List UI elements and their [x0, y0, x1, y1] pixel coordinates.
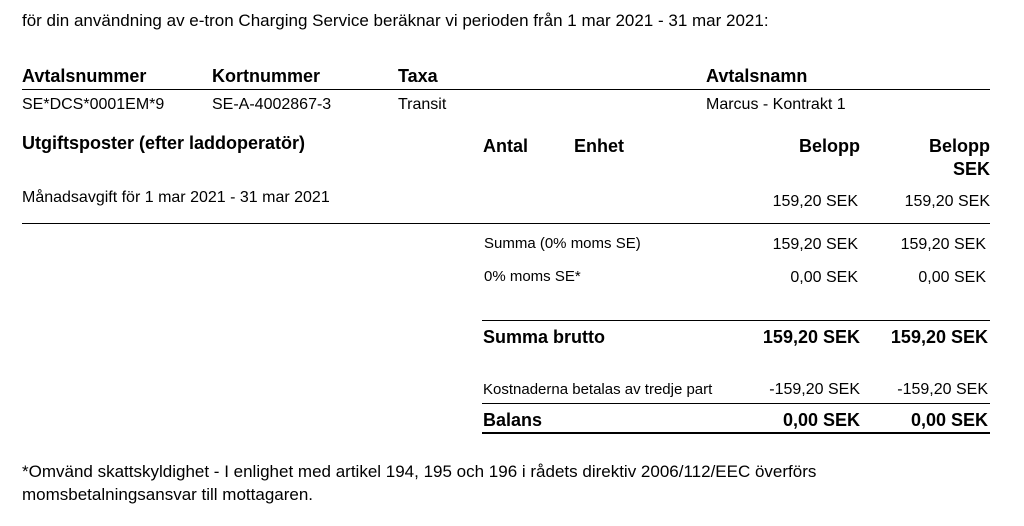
header-contract-number: Avtalsnummer	[22, 66, 147, 86]
contract-header-divider	[22, 89, 990, 90]
expense-row-label: Månadsavgift för 1 mar 2021 - 31 mar 2021	[22, 189, 330, 206]
summary-third-party-amount-sek: -159,20 SEK	[897, 381, 988, 398]
header-card-number: Kortnummer	[212, 66, 321, 86]
header-amount-sek-1: Belopp	[929, 136, 990, 156]
summary-third-party-amount: -159,20 SEK	[769, 381, 860, 398]
expense-row-amount-sek: 159,20 SEK	[904, 193, 990, 210]
expenses-title: Utgiftsposter (efter laddoperatör)	[22, 133, 306, 153]
footnote-line-2: momsbetalningsansvar till mottagaren.	[22, 485, 314, 504]
expenses-divider	[22, 223, 990, 224]
summary-gross-label: Summa brutto	[483, 327, 606, 347]
summary-vat-amount: 0,00 SEK	[790, 269, 858, 286]
summary-gross-amount-sek: 159,20 SEK	[890, 327, 988, 347]
header-quantity: Antal	[483, 136, 528, 156]
value-tariff: Transit	[398, 96, 447, 113]
header-unit: Enhet	[574, 136, 625, 156]
summary-net-label: Summa (0% moms SE)	[484, 235, 641, 252]
value-card-number: SE-A-4002867-3	[212, 96, 332, 113]
summary-third-party-label: Kostnaderna betalas av tredje part	[483, 381, 713, 398]
summary-gross-amount: 159,20 SEK	[762, 327, 860, 347]
expense-row-amount: 159,20 SEK	[772, 193, 858, 210]
gross-top-divider	[482, 320, 990, 321]
intro-text: för din användning av e-tron Charging Service beräknar vi perioden från 1 mar 2021 - 31 mar 2021:	[22, 11, 769, 30]
balance-top-divider	[482, 403, 990, 404]
summary-balance-label: Balans	[483, 410, 543, 430]
summary-net-amount: 159,20 SEK	[772, 236, 858, 253]
header-tariff: Taxa	[398, 66, 438, 86]
summary-balance-amount: 0,00 SEK	[782, 410, 860, 430]
footnote-line-1: *Omvänd skattskyldighet - I enlighet med artikel 194, 195 och 196 i rådets direktiv 2006/112/EEC överförs	[22, 462, 817, 481]
value-contract-number: SE*DCS*0001EM*9	[22, 96, 165, 113]
header-amount-sek-2: SEK	[952, 159, 990, 179]
summary-vat-label: 0% moms SE*	[484, 268, 581, 285]
header-contract-name: Avtalsnamn	[706, 66, 808, 86]
header-amount: Belopp	[799, 136, 860, 156]
value-contract-name: Marcus - Kontrakt 1	[706, 96, 846, 113]
summary-vat-amount-sek: 0,00 SEK	[918, 269, 986, 286]
summary-balance-amount-sek: 0,00 SEK	[910, 410, 988, 430]
summary-net-amount-sek: 159,20 SEK	[900, 236, 986, 253]
balance-bottom-divider	[482, 432, 990, 434]
